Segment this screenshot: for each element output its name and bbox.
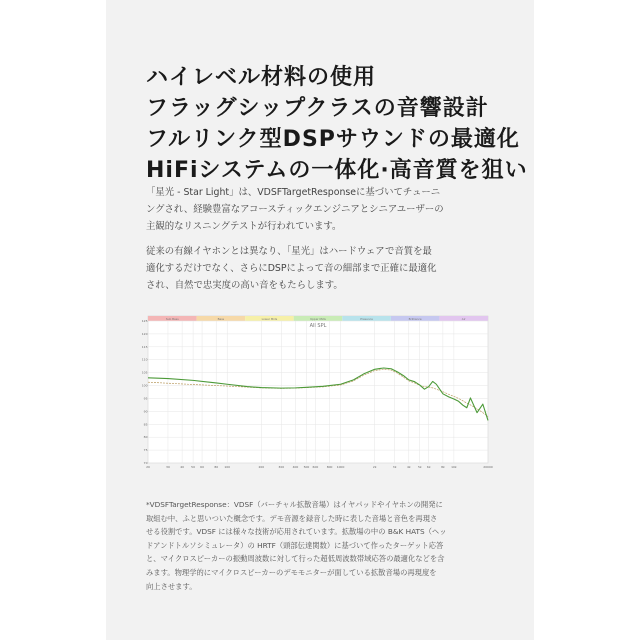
y-tick-label-5: 100 bbox=[141, 383, 148, 388]
frequency-response-chart bbox=[143, 313, 493, 473]
dsp-paragraph bbox=[146, 243, 501, 294]
x-tick-label-16: 4k bbox=[406, 465, 411, 469]
y-tick-label-9: 80 bbox=[143, 435, 148, 440]
x-tick-label-2: 40 bbox=[180, 465, 185, 469]
chart-title: All SPL bbox=[309, 323, 327, 329]
dsp-line-2: 適化するだけでなく、さらにDSPによって音の細部まで正確に最適化 bbox=[146, 263, 437, 274]
x-tick-label-1: 30 bbox=[166, 465, 170, 469]
band-label-3: Upper Mids bbox=[310, 317, 326, 321]
y-tick-label-7: 90 bbox=[143, 409, 148, 414]
x-tick-label-7: 200 bbox=[258, 465, 265, 469]
band-label-2: Lower Mids bbox=[261, 317, 278, 321]
y-tick-label-11: 70 bbox=[143, 461, 148, 465]
x-tick-label-3: 50 bbox=[191, 465, 196, 469]
intro-paragraph bbox=[146, 184, 501, 235]
y-tick-label-10: 75 bbox=[143, 448, 148, 453]
intro-line-2: ングされ、経験豊富なアコースティックエンジニアとシニアユーザーの bbox=[146, 204, 444, 215]
x-tick-label-0: 20 bbox=[146, 465, 150, 469]
x-tick-label-20: 10k bbox=[451, 465, 457, 469]
y-tick-label-1: 120 bbox=[141, 331, 148, 336]
headline-line-3: フルリンク型DSPサウンドの最適化 bbox=[146, 127, 520, 152]
x-tick-label-19: 8k bbox=[441, 465, 445, 469]
x-tick-label-8: 300 bbox=[278, 465, 285, 469]
x-tick-label-6: 100 bbox=[224, 465, 231, 469]
dsp-line-1: 従来の有線イヤホンとは異なり、「星光」はハードウェアで音質を最 bbox=[146, 246, 432, 257]
intro-line-1: 「星光 - Star Light」は、VDSFTargetResponseに基づいてチューニ bbox=[146, 187, 441, 198]
footnote-line-1: *VDSFTargetResponse：VDSF（バーチャル拡散音場）はイヤパッドやイヤホンの開発に bbox=[146, 500, 443, 509]
x-tick-label-9: 400 bbox=[292, 465, 299, 469]
footnote bbox=[146, 498, 496, 593]
band-label-1: Bass bbox=[217, 317, 225, 321]
band-label-5: Brilliance bbox=[408, 317, 422, 321]
x-tick-label-4: 60 bbox=[200, 465, 204, 469]
y-tick-label-8: 85 bbox=[143, 422, 148, 427]
x-tick-label-11: 600 bbox=[312, 465, 319, 469]
x-tick-label-18: 6k bbox=[426, 465, 431, 469]
x-tick-label-5: 80 bbox=[214, 465, 219, 469]
band-label-6: Air bbox=[461, 317, 466, 321]
x-tick-label-21: 20000 bbox=[483, 465, 493, 469]
band-label-0: Sub Bass bbox=[165, 317, 179, 321]
headline-line-1: ハイレベル材料の使用 bbox=[146, 65, 377, 90]
footnote-line-7: 向上させます。 bbox=[146, 581, 197, 591]
y-tick-label-4: 105 bbox=[141, 370, 148, 375]
y-tick-label-6: 95 bbox=[143, 396, 148, 401]
intro-line-3: 主観的なリスニングテストが行われています。 bbox=[146, 221, 342, 232]
footnote-line-3: せる役割です。VDSF には様々な技術が応用されています。拡散場の中の B&K HATS（ヘッ bbox=[146, 527, 447, 537]
band-label-4: Presence bbox=[360, 317, 373, 321]
headline bbox=[146, 62, 526, 186]
headline-line-4: HiFiシステムの一体化·高音質を狙い bbox=[146, 158, 528, 183]
x-tick-label-10: 500 bbox=[303, 465, 310, 469]
x-tick-label-15: 3k bbox=[392, 465, 397, 469]
headline-line-2: フラッグシップクラスの音響設計 bbox=[146, 96, 489, 121]
footnote-line-5: と、マイクロスピーカーの振動周波数に対して行った超低周波数帯域応答の最適化などを含 bbox=[146, 554, 445, 564]
x-tick-label-14: 2k bbox=[372, 465, 377, 469]
x-tick-label-17: 5k bbox=[417, 465, 422, 469]
footnote-line-6: みます。物理学的にマイクロスピーカーのデモモニターが面している拡散音場の再現度を bbox=[146, 567, 437, 577]
dsp-line-3: され、自然で忠実度の高い音をもたらします。 bbox=[146, 280, 343, 291]
footnote-line-2: 取組む中、ふと思いついた概念です。デモ音源を録音した時に表した音場と音色を再現さ bbox=[146, 513, 438, 523]
y-tick-label-3: 110 bbox=[141, 357, 148, 362]
y-tick-label-2: 115 bbox=[141, 344, 148, 349]
x-tick-label-13: 1000 bbox=[336, 465, 345, 469]
x-tick-label-12: 800 bbox=[326, 465, 333, 469]
y-tick-label-0: 125 bbox=[141, 319, 148, 323]
footnote-line-4: ドアンドトルソシミュレータ）の HRTF（頭部伝達関数）に基づいて作ったターゲット応答 bbox=[146, 540, 444, 550]
